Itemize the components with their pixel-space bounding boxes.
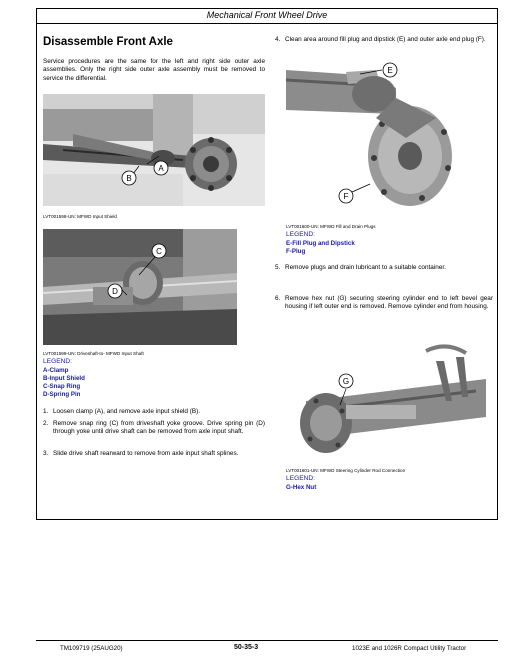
step-5 bbox=[275, 264, 493, 272]
step-2-text: Remove snap ring (C) from driveshaft yoke groove. Drive spring pin (D) through yoke until drive shaft can be removed from axle input shaft. bbox=[53, 420, 265, 436]
legend-2-title: LEGEND: bbox=[286, 231, 315, 238]
callout-a-label: A bbox=[158, 164, 164, 173]
figure-mfwd-input-shield bbox=[43, 94, 265, 206]
legend-item-b: B-Input Shield bbox=[43, 375, 85, 382]
step-6-number: 6. bbox=[275, 295, 281, 302]
callout-e-label: E bbox=[387, 66, 393, 75]
section-title: Disassemble Front Axle bbox=[43, 36, 173, 48]
legend-3-title: LEGEND: bbox=[286, 475, 315, 482]
step-4-number: 4. bbox=[275, 36, 281, 43]
legend-item-d: D-Spring Pin bbox=[43, 391, 81, 398]
figure-2-caption: LVT001599-UN: Driveshaft-to- MFWD Input Shaft bbox=[43, 351, 144, 356]
step-2 bbox=[43, 420, 265, 437]
step-3-text: Slide drive shaft rearward to remove from axle input shaft splines. bbox=[53, 450, 239, 457]
callout-d-label: D bbox=[112, 287, 118, 296]
page-header bbox=[36, 8, 498, 24]
step-1-number: 1. bbox=[43, 408, 49, 415]
step-6-text: Remove hex nut (G) securing steering cylinder end to left bevel gear housing if left outer end is removed. Remove cylinder end from housing. bbox=[285, 295, 493, 311]
step-2-number: 2. bbox=[43, 420, 49, 427]
figure-3-caption: LVT001600-UN: MFWD Fill and Drain Plugs bbox=[286, 224, 376, 229]
figure-fill-drain-plugs bbox=[286, 58, 493, 214]
step-4 bbox=[275, 36, 493, 44]
footer-rule bbox=[36, 640, 498, 641]
header-title: Mechanical Front Wheel Drive bbox=[206, 10, 328, 20]
footer-doc-id: TM109719 (25AUG20) bbox=[60, 645, 123, 652]
legend-item-c: C-Snap Ring bbox=[43, 383, 81, 390]
step-4-text: Clean area around fill plug and dipstick (E) and outer axle end plug (F). bbox=[285, 36, 486, 43]
figure-1-caption: LVT001598-UN: MFWD Input Shield bbox=[43, 214, 117, 219]
step-1 bbox=[43, 408, 265, 416]
step-3-number: 3. bbox=[43, 450, 49, 457]
figure-4-caption: LVT001601-UN: MFWD Steering Cylinder Rod Connection bbox=[286, 468, 406, 473]
legend-item-g: G-Hex Nut bbox=[286, 484, 317, 491]
figure-steering-cylinder-rod bbox=[286, 331, 493, 457]
callout-g-label: G bbox=[342, 377, 350, 386]
callout-c-label: C bbox=[156, 247, 162, 256]
figure-driveshaft-input-shaft bbox=[43, 229, 237, 345]
footer-product: 1023E and 1026R Compact Utility Tractor bbox=[352, 645, 467, 652]
step-6 bbox=[275, 295, 493, 312]
step-5-text: Remove plugs and drain lubricant to a suitable container. bbox=[285, 264, 446, 271]
step-5-number: 5. bbox=[275, 264, 281, 271]
legend-item-e: E-Fill Plug and Dipstick bbox=[286, 240, 355, 247]
footer-page-number: 50-35-3 bbox=[234, 644, 259, 651]
callout-f-label: F bbox=[343, 192, 349, 201]
legend-1-title: LEGEND: bbox=[43, 358, 72, 365]
legend-item-f: F-Plug bbox=[286, 248, 306, 255]
legend-item-a: A-Clamp bbox=[43, 367, 69, 374]
callout-b-label: B bbox=[126, 174, 132, 183]
step-1-text: Loosen clamp (A), and remove axle input shield (B). bbox=[53, 408, 201, 415]
step-3 bbox=[43, 450, 265, 458]
intro-paragraph: Service procedures are the same for the left and right side outer axle assemblies. Only the right side outer axle assembly must be removed to service the differential. bbox=[43, 58, 265, 82]
